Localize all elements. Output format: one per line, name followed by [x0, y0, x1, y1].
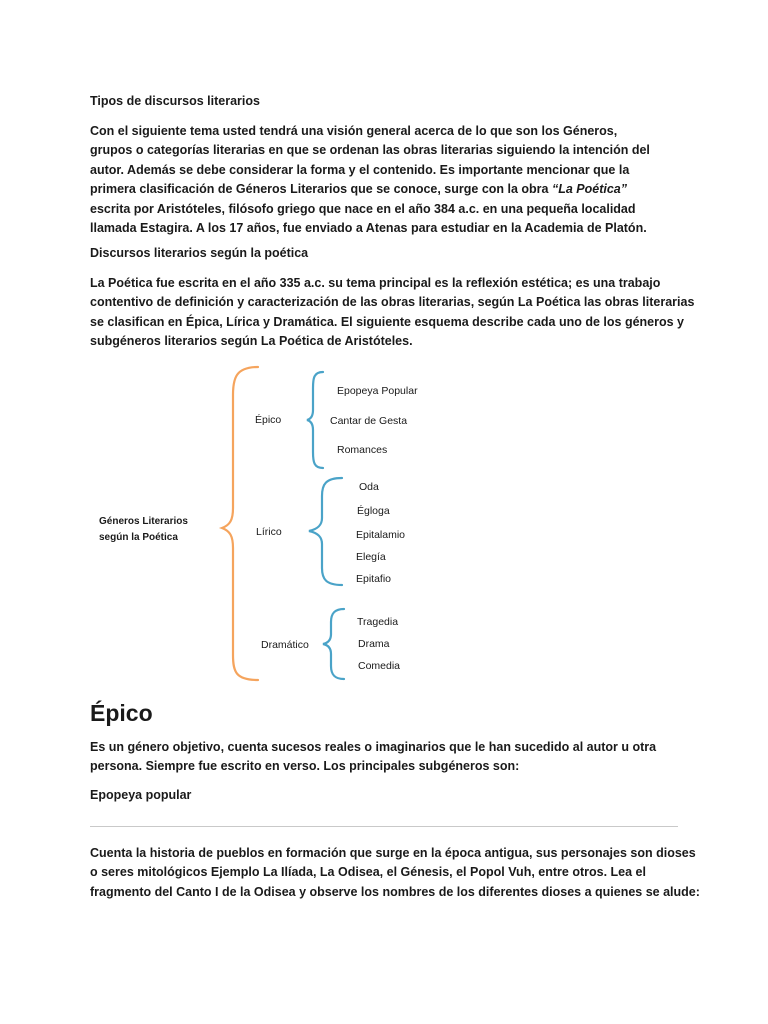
paragraph-epico	[90, 738, 702, 777]
title-epico: Épico	[90, 700, 153, 726]
intro-text-end: escrita por Aristóteles, filósofo griego que nace en el año 384 a.c. en una pequeña localidad llamada Estagira. A los 17 años, fue enviado a Atenas para estudiar en la Academia de Platón.	[90, 201, 647, 236]
intro-work-title: “La Poética”	[551, 182, 628, 197]
subgenre-tragedia: Tragedia	[357, 616, 399, 628]
subgenre-egloga: Égloga	[357, 505, 390, 517]
subgenre-epitalamio: Epitalamio	[356, 529, 406, 541]
intro-text-start: Con el siguiente tema usted tendrá una visión general acerca de lo que son los Géneros, grupos o categorías literarias en que se ordenan las obras literarias siguiendo la intención del autor. Además se debe considerar la forma y el contenido. Es importante mencionar que la primera clasificación de Géneros Literarios que se conoce, surge con la obra	[90, 124, 650, 197]
epico-text: Es un género objetivo, cuenta sucesos reales o imaginarios que le han sucedido al autor u otra persona. Siempre fue escrito en verso. Los principales subgéneros son:	[90, 740, 657, 774]
subgenre-epopeya: Epopeya Popular	[337, 385, 418, 397]
root-label-line1: Géneros Literarios	[99, 516, 188, 527]
paragraph-epopeya	[90, 844, 702, 902]
subgenre-romances: Romances	[337, 444, 388, 456]
heading-epopeya: Epopeya popular	[90, 788, 192, 802]
genre-label-dramatico: Dramático	[261, 639, 309, 651]
subsection-epopeya	[90, 786, 690, 805]
heading-poetica: Discursos literarios según la poética	[90, 246, 309, 260]
section-epico	[90, 699, 690, 727]
heading-tipos: Tipos de discursos literarios	[90, 94, 260, 108]
subgenre-cantar: Cantar de Gesta	[330, 415, 408, 427]
horizontal-divider	[90, 826, 678, 827]
lirico-brace	[309, 478, 342, 585]
poetica-text: La Poética fue escrita en el año 335 a.c. su tema principal es la reflexión estética; es una trabajo contentivo de definición y caracterización de las obras literarias, según La Poética las obras literarias se clasifican en Épica, Lírica y Dramática. El siguiente esquema describe cada uno de los géneros y subgéneros literarios según La Poética de Aristóteles.	[90, 276, 695, 349]
subgenre-elegia: Elegía	[356, 551, 386, 563]
main-brace	[222, 367, 258, 680]
genre-label-epico: Épico	[255, 414, 282, 426]
subgenre-oda: Oda	[359, 481, 379, 493]
subgenre-drama: Drama	[358, 638, 390, 650]
epico-brace	[307, 372, 323, 468]
subgenre-epitafio: Epitafio	[356, 573, 392, 585]
epopeya-text: Cuenta la historia de pueblos en formación que surge en la época antigua, sus personajes son dioses o seres mitológicos Ejemplo La Ilíada, La Odisea, el Génesis, el Popol Vuh, entre otros. Lea el fragmento del Canto I de la Odisea y observe los nombres de los diferentes dioses a quienes se alude:	[90, 846, 700, 899]
genre-label-lirico: Lírico	[256, 526, 282, 538]
subgenre-comedia: Comedia	[358, 660, 401, 672]
dramatico-brace	[323, 609, 344, 679]
root-label-line2: según la Poética	[99, 532, 178, 543]
